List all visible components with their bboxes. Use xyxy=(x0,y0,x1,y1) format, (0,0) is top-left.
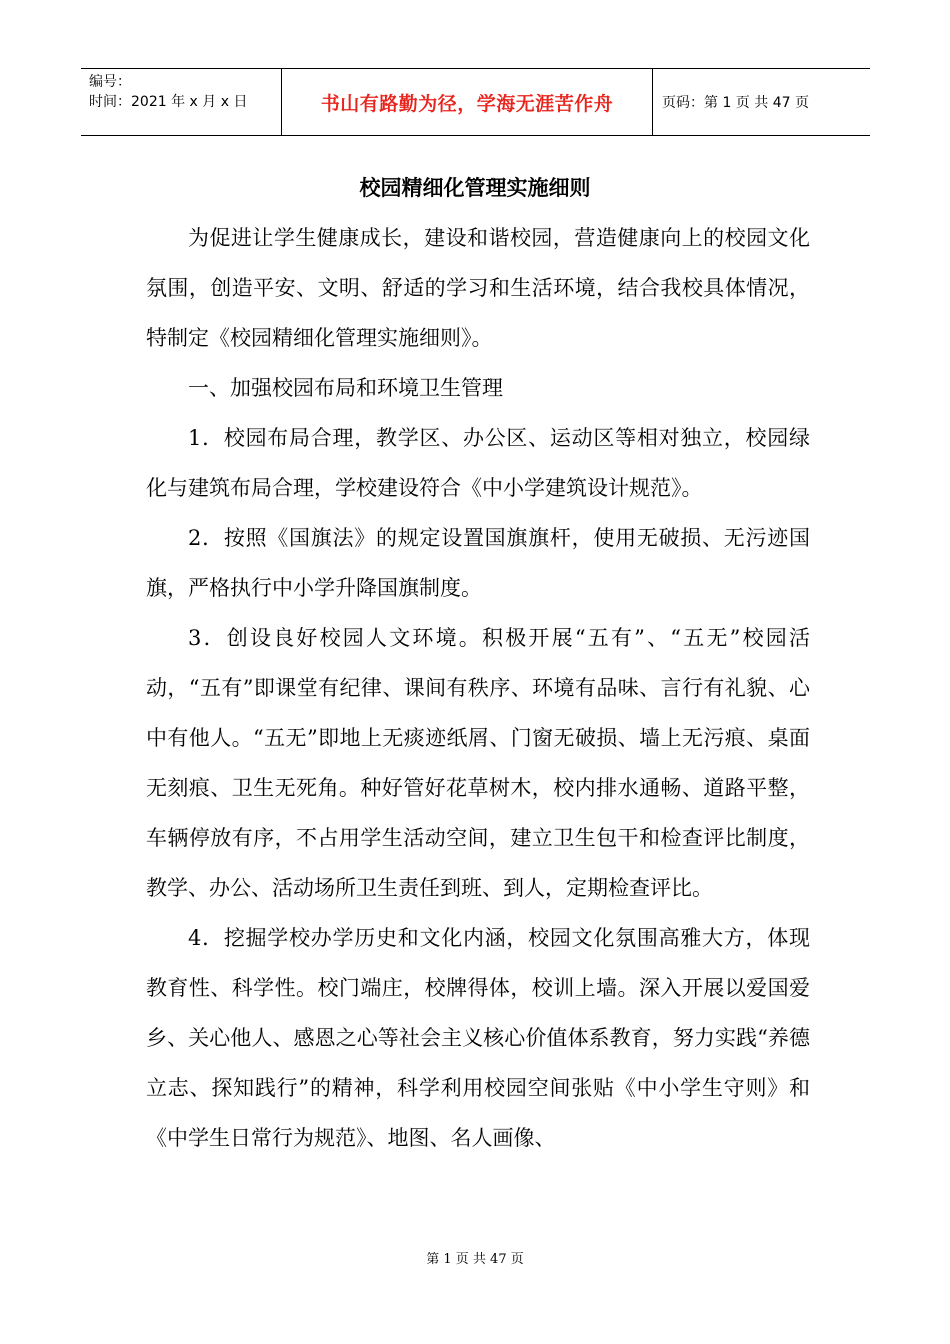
page-footer: 第 1 页 共 47 页 xyxy=(426,1252,524,1267)
header-table xyxy=(81,68,870,136)
section-heading-1: 一、加强校园布局和环境卫生管理 xyxy=(188,376,503,400)
header-page-cell xyxy=(653,69,870,135)
document-title: 校园精细化管理实施细则 xyxy=(359,176,591,200)
motto-text: 书山有路勤为径，学海无涯苦作舟 xyxy=(320,92,614,115)
paragraph-item-1: 1．校园布局合理，教学区、办公区、运动区等相对独立，校园绿化与建筑布局合理，学校建设符合《中小学建筑设计规范》。 xyxy=(146,426,810,500)
paragraph-item-4: 4．挖掘学校办学历史和文化内涵，校园文化氛围高雅大方，体现教育性、科学性。校门端庄，校牌得体，校训上墙。深入开展以爱国爱乡、关心他人、感恩之心等社会主义核心价值体系教育，努力实践“养德立志、探知践行”的精神，科学利用校园空间张贴《中小学生守则》和《中学生日常行为规范》、地图、名人画像、 xyxy=(146,926,810,1150)
document-body xyxy=(146,213,810,1163)
paragraph-intro: 为促进让学生健康成长，建设和谐校园，营造健康向上的校园文化氛围，创造平安、文明、舒适的学习和生活环境，结合我校具体情况，特制定《校园精细化管理实施细则》。 xyxy=(146,226,810,350)
paragraph-item-2: 2．按照《国旗法》的规定设置国旗旗杆，使用无破损、无污迹国旗，严格执行中小学升降国旗制度。 xyxy=(146,526,810,600)
header-motto-cell xyxy=(282,69,653,135)
paragraph-item-3: 3．创设良好校园人文环境。积极开展“五有”、“五无”校园活动，“五有”即课堂有纪律、课间有秩序、环境有品味、言行有礼貌、心中有他人。“五无”即地上无痰迹纸屑、门窗无破损、墙上无污痕、桌面无刻痕、卫生无死角。种好管好花草树木，校内排水通畅、道路平整，车辆停放有序，不占用学生活动空间，建立卫生包干和检查评比制度，教学、办公、活动场所卫生责任到班、到人，定期检查评比。 xyxy=(146,626,810,900)
time-label: 时间：2021 年 x 月 x 日 xyxy=(89,94,248,110)
code-label: 编号： xyxy=(89,74,131,90)
page-info: 页码：第 1 页 共 47 页 xyxy=(662,95,809,111)
header-meta-cell xyxy=(81,69,282,135)
